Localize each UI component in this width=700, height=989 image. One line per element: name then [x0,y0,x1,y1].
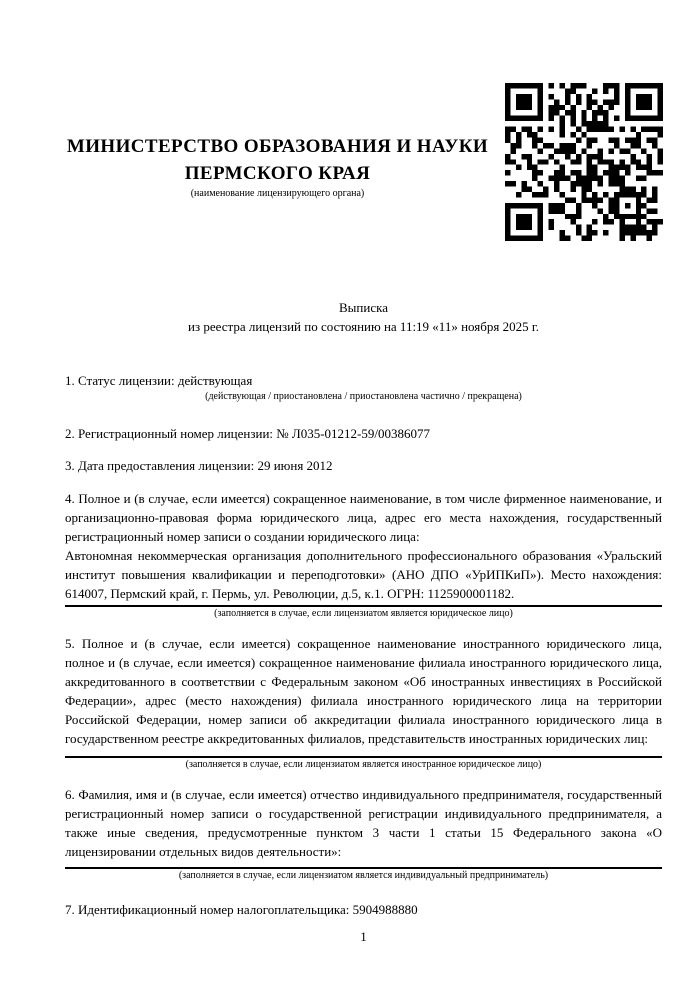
document-title [65,298,662,336]
registration-number-text: 2. Регистрационный номер лицензии: № Л035-01212-59/00386077 [65,426,431,441]
legal-entity-caption: (заполняется в случае, если лицензиатом является юридическое лицо) [214,608,513,619]
foreign-entity-value [65,748,662,754]
ministry-name-line1: МИНИСТЕРСТВО ОБРАЗОВАНИЯ И НАУКИ [66,136,489,157]
taxpayer-number-text: 7. Идентификационный номер налогоплательщика: 5904988880 [65,902,418,917]
license-date-text: 3. Дата предоставления лицензии: 29 июня 2012 [65,458,333,473]
item-foreign-entity [65,634,662,772]
licensing-authority-caption: (наименование лицензирующего органа) [190,188,365,199]
ministry-name-line2: ПЕРМСКОГО КРАЯ [184,163,371,184]
individual-entrepreneur-caption: (заполняется в случае, если лицензиатом является индивидуальный предприниматель) [178,870,549,881]
item-license-status [65,371,662,404]
item-license-date [65,456,662,475]
document-title-line2: из реестра лицензий по состоянию на 11:19 «11» ноября 2025 г. [188,319,539,334]
foreign-entity-caption: (заполняется в случае, если лицензиатом является иностранное юридическое лицо) [185,759,542,770]
document-title-line1: Выписка [339,300,388,315]
license-status-options-caption: (действующая / приостановлена / приостановлена частично / прекращена) [205,391,522,402]
item-registration-number [65,424,662,443]
individual-entrepreneur-label: 6. Фамилия, имя и (в случае, если имеется) отчество индивидуального предпринимателя, государственный регистрационный номер записи о государственной регистрации индивидуального предпринимателя, а также иные сведения, предусмотренные пунктом 3 части 1 статьи 15 Федерального закона «О лицензировании отдельных видов деятельности»: [65,787,662,859]
page-number: 1 [360,929,367,944]
license-status-text: 1. Статус лицензии: действующая [65,373,253,388]
item-legal-entity [65,489,662,621]
individual-entrepreneur-value [65,861,662,865]
item-individual-entrepreneur [65,785,662,883]
foreign-entity-label: 5. Полное и (в случае, если имеется) сокращенное наименование иностранного юридического лица, полное и (в случае, если имеется) сокращенное наименование филиала иностранного юридического лица, аккредитованного в соответствии с Федеральным законом «Об иностранных инвестициях в Российской Федерации», адрес (место нахождения) филиала иностранного юридического лица на территории Российской Федерации, номер записи об аккредитации филиала иностранного юридического лица в государственном реестре аккредитованных филиалов, представительств иностранных юридических лиц: [65,636,662,746]
legal-entity-value: Автономная некоммерческая организация дополнительного профессионального образования «Уральский институт повышения квалификации и переподготовки» (АНО ДПО «УрИПКиП»). Место нахождения: 614007, Пермский край, г. Пермь, ул. Революции, д.5, к.1. ОГРН: 1125900001182. [65,548,662,601]
item-taxpayer-number [65,900,662,919]
legal-entity-label: 4. Полное и (в случае, если имеется) сокращенное наименование, в том числе фирменное наименование, и организационно-правовая форма юридического лица, адрес его места нахождения, государственный регистрационный номер записи о создании юридического лица: [65,491,662,544]
ministry-header [65,133,490,201]
